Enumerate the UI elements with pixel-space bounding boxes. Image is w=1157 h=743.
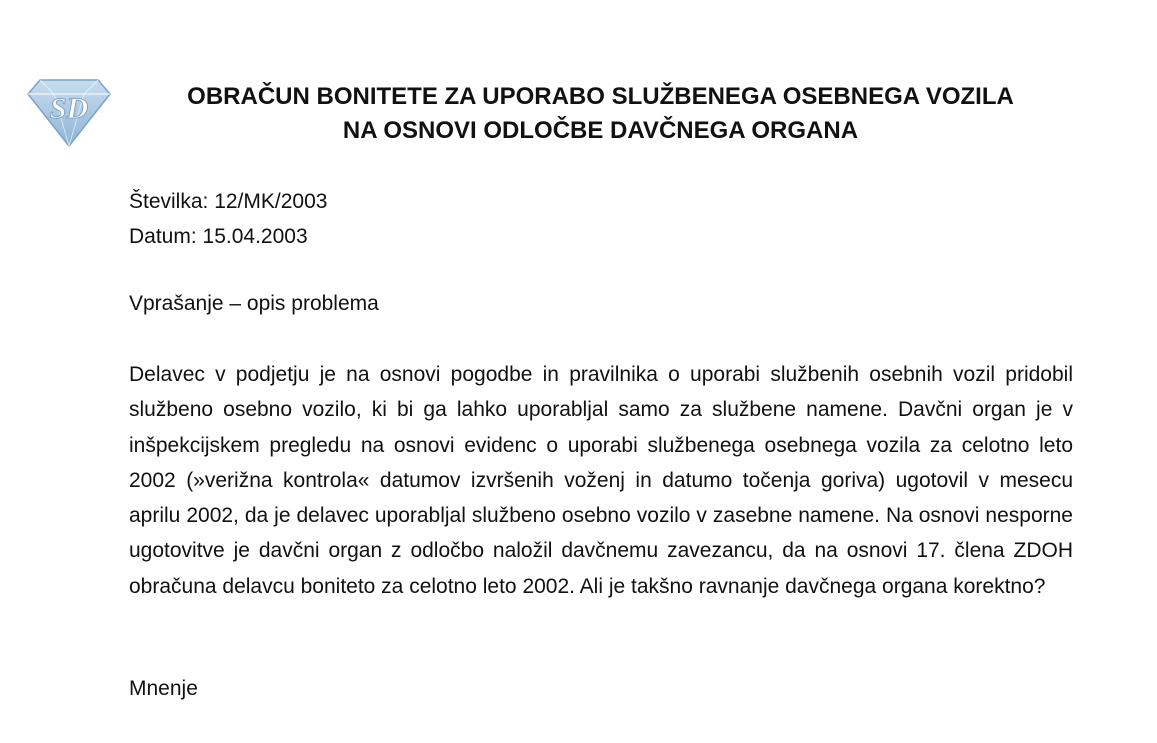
document-title xyxy=(118,80,1083,148)
question-heading: Vprašanje – opis problema xyxy=(129,292,379,315)
document-meta xyxy=(129,184,327,254)
title-line-1: OBRAČUN BONITETE ZA UPORABO SLUŽBENEGA OSEBNEGA VOZILA xyxy=(187,83,1014,110)
diamond-logo-icon xyxy=(26,74,112,150)
svg-text:SD: SD xyxy=(49,92,89,125)
opinion-heading: Mnenje xyxy=(129,677,198,700)
question-body: Delavec v podjetju je na osnovi pogodbe in pravilnika o uporabi službenih osebnih vozil pridobil službeno osebno vozilo, ki bi ga lahko uporabljal samo za službene namene. Davčni organ je v inšpekcijskem pregledu na osnovi evidenc o uporabi službenega osebnega vozila za celotno leto 2002 (»verižna kontrola« datumov izvršenih voženj in datumo točenja goriva) ugotovil v mesecu aprilu 2002, da je delavec uporabljal službeno osebno vozilo v zasebne namene. Na osnovi nesporne ugotovitve je davčni organ z odločbo naložil davčnemu zavezancu, da na osnovi 17. člena ZDOH obračuna delavcu boniteto za celotno leto 2002. Ali je takšno ravnanje davčnega organa korektno? xyxy=(129,363,1073,598)
document-number: Številka: 12/MK/2003 xyxy=(129,190,328,213)
document-date: Datum: 15.04.2003 xyxy=(129,225,308,248)
title-line-2: NA OSNOVI ODLOČBE DAVČNEGA ORGANA xyxy=(342,117,859,144)
